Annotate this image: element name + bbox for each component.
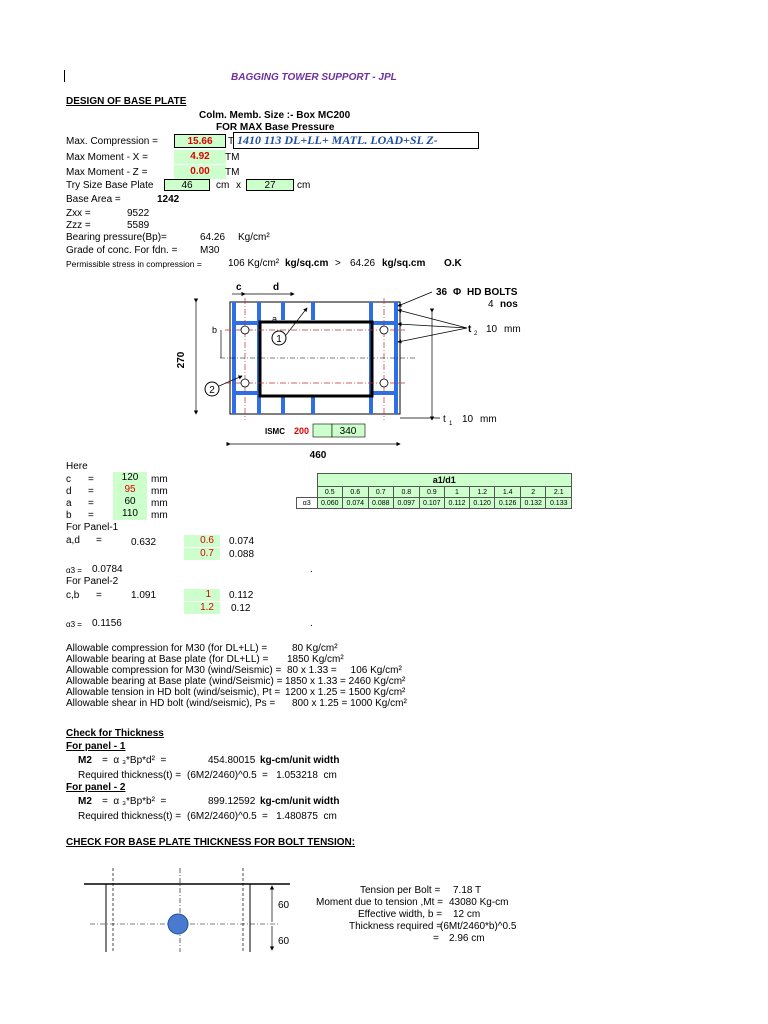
param-b-eq: = [88,510,94,521]
bolt-nos: nos [500,299,518,310]
panel-2-eq: = [96,590,102,601]
ismc-box [313,424,332,437]
zzz-value: 5589 [127,220,150,231]
panel-1-alpha-value: 0.0784 [92,564,123,575]
try-width-value[interactable]: 46 [164,179,210,191]
dim-b-label: b [212,325,218,335]
thickness-heading: Check for Thickness [66,728,164,739]
base-area-value: 1242 [157,194,180,205]
base-plate-diagram [170,280,530,465]
panel-2-r1-y: 0.112 [229,590,254,601]
moment-x-unit: TM [225,152,240,163]
param-d-value[interactable]: 95 [113,484,147,496]
param-b-value[interactable]: 110 [113,508,147,520]
max-compression-value[interactable]: 15.66 [174,134,226,148]
panel-2-r1-x[interactable]: 1 [184,589,220,601]
thickness-required-label: Thickness required = [349,921,443,932]
p1-moment-value: 454.80015 [208,755,256,766]
alpha-cell: 0.132 [520,498,546,509]
bolt-hole [380,379,388,387]
bearing-pressure-label: Bearing pressure(Bp)= [66,232,167,243]
p1-req-formula: (6M2/2460)^0.5 [187,770,257,781]
panel-2-thickness-heading: For panel - 2 [66,782,126,793]
param-a-eq: = [88,498,94,509]
bolt-tension-heading: CHECK FOR BASE PLATE THICKNESS FOR BOLT TENSION: [66,837,356,848]
dim-60-top: 60 [278,900,290,911]
bolt-hole [241,379,249,387]
thickness-result-eq: = [433,933,439,944]
thickness-result-value: 2.96 cm [449,933,485,944]
effective-width-label: Effective width, b = [358,909,443,920]
dim-270-label: 270 [176,351,187,369]
zxx-label: Zxx = [66,208,91,219]
dim-d-label: d [273,282,280,293]
panel-2-heading: For Panel-2 [66,576,119,587]
p1-req-value: = 1.053218 cm [262,770,337,781]
t1-unit: mm [480,414,497,425]
param-c-label: c [66,474,71,485]
permissible-gt: > [335,258,341,269]
thickness-required-formula: (6Mt/2460*b)^0.5 [440,921,517,932]
alpha-cell: 0.074 [343,498,369,509]
param-c-unit: mm [151,474,168,485]
bearing-pressure-value: 64.26 [200,232,226,243]
param-c-value[interactable]: 120 [113,472,147,484]
panel-1-number: 1 [276,334,282,345]
param-a-label: a [66,498,72,509]
zxx-value: 9522 [127,208,150,219]
allowable-label: Allowable bearing at Base plate (for DL+LL) = [66,654,269,665]
panel-2-alpha-label: α3 = [66,620,82,629]
p2-moment-unit: kg-cm/unit width [260,796,340,807]
permissible-unit: kg/sq.cm [285,258,329,269]
moment-x-value[interactable]: 4.92 [174,150,226,164]
ratio-cell: 1 [445,487,470,498]
param-b-unit: mm [151,510,168,521]
max-compression-unit: T [228,136,235,147]
cursor-caret [64,70,65,82]
bolt-moment-label: Moment due to tension ,Mt = [316,897,444,908]
permissible-ok: O.K [444,258,462,269]
ismc-label: ISMC [265,427,285,436]
try-length-unit: cm [297,180,311,191]
permissible-bp: 64.26 [350,258,376,269]
permissible-label: Permissible stress in compression = [66,259,202,269]
bolt-tension-value: 7.18 T [453,885,482,896]
permissible-unit2: kg/sq.cm [382,258,426,269]
alpha-cell: 0.133 [546,498,572,509]
try-size-label: Try Size Base Plate [66,180,154,191]
allowable-value: 80 x 1.33 = 106 Kg/cm² [287,665,402,676]
p2-formula: = α ₃*Bp*b² = [102,796,167,807]
try-x: x [236,180,241,191]
ratio-cell: 2 [520,487,546,498]
panel-1-alpha-label: α3 = [66,566,82,575]
base-area-label: Base Area = [66,194,121,205]
panel-2-number: 2 [209,385,215,396]
moment-z-unit: TM [225,167,240,178]
p2-m2: M2 [78,796,92,807]
allowable-label: Allowable compression for M30 (wind/Seismic) = [66,665,282,676]
hd-bolts-label: HD BOLTS [467,287,518,298]
allowable-label: Allowable bearing at Base plate (wind/Seismic) = [66,676,283,687]
t2-label: t [468,324,472,335]
try-width-unit: cm [216,180,230,191]
p1-moment-unit: kg-cm/unit width [260,755,340,766]
for-max-label: FOR MAX Base Pressure [216,122,335,133]
p1-formula: = α ₃*Bp*d² = [102,755,167,766]
permissible-value: 106 Kg/cm² [228,258,280,269]
alpha-cell: 0.060 [317,498,343,509]
alpha-table-header: a1/d1 [317,474,572,487]
t2-unit: mm [504,324,521,335]
alpha-row-label: α3 [297,498,318,509]
panel-1-r2-x[interactable]: 0.7 [184,548,220,560]
param-c-eq: = [88,474,94,485]
alpha-cell: 0.112 [445,498,470,509]
allowable-value: 800 x 1.25 = 1000 Kg/cm² [292,698,407,709]
ratio-cell: 1.2 [469,487,495,498]
panel-1-r2-y: 0.088 [229,549,255,560]
dim-c-label: c [236,282,242,293]
panel-1-dot: . [310,564,313,575]
phi-symbol: Φ [453,287,462,298]
allowable-value: 1850 x 1.33 = 2460 Kg/cm² [285,676,406,687]
panel-1-eq: = [96,535,102,546]
param-d-label: d [66,486,72,497]
ratio-cell: 0.7 [368,487,394,498]
max-compression-label: Max. Compression = [66,136,158,147]
column-member: Colm. Memb. Size :- Box MC200 [199,110,351,121]
allowable-label: Allowable tension in HD bolt (wind/seismic), Pt = [66,687,281,698]
t2-value: 10 [486,324,498,335]
bolt-tension-label: Tension per Bolt = [360,885,441,896]
allowable-value: 1850 Kg/cm² [287,654,344,665]
ismc-box-value: 340 [339,426,357,437]
zzz-label: Zzz = [66,220,91,231]
dim-460-label: 460 [309,450,327,461]
alpha-cell: 0.097 [394,498,420,509]
alpha-cell: 0.107 [419,498,445,509]
panel-2-cb-value: 1.091 [131,590,157,601]
alpha-cell: 0.120 [469,498,495,509]
bearing-pressure-unit: Kg/cm² [238,232,270,243]
ratio-cell: 0.9 [419,487,445,498]
bolt-moment-value: 43080 Kg-cm [449,897,509,908]
p1-req-label: Required thickness(t) = [78,770,182,781]
try-length-value[interactable]: 27 [246,179,294,191]
grade-label: Grade of conc. For fdn. = [66,245,178,256]
page-title: BAGGING TOWER SUPPORT - JPL [231,72,397,83]
param-a-unit: mm [151,498,168,509]
alpha-table [296,473,572,509]
param-d-eq: = [88,486,94,497]
param-b-label: b [66,510,72,521]
allowable-label: Allowable compression for M30 (for DL+LL) = [66,643,268,654]
allowable-label: Allowable shear in HD bolt (wind/seismic), Ps = [66,698,276,709]
panel-2-dot: . [310,618,313,629]
panel-1-heading: For Panel-1 [66,522,119,533]
ratio-cell: 0.5 [317,487,343,498]
load-case-note[interactable]: 1410 113 DL+LL+ MATL. LOAD+SL Z- [233,132,479,149]
bolt-tension-diagram [80,862,310,952]
t1-value: 10 [462,414,474,425]
dim-a-label: a [272,314,278,324]
ratio-cell: 0.8 [394,487,420,498]
panel-1-r1-y: 0.074 [229,536,255,547]
moment-x-label: Max Moment - X = [66,152,148,163]
allowable-value: 1200 x 1.25 = 1500 Kg/cm² [285,687,406,698]
bolt-hole [380,326,388,334]
p2-req-formula: (6M2/2460)^0.5 [187,811,257,822]
ratio-cell: 2.1 [546,487,572,498]
panel-1-ad-value: 0.632 [131,537,157,548]
panel-1-ad-label: a,d [66,535,80,546]
panel-1-r1-x[interactable]: 0.6 [184,535,220,547]
bolt-circle [168,914,188,934]
panel-2-r2-x[interactable]: 1.2 [184,602,220,614]
p2-req-label: Required thickness(t) = [78,811,182,822]
t1-subscript: 1 [449,421,453,427]
effective-width-value: 12 cm [453,909,481,920]
param-a-value[interactable]: 60 [113,496,147,508]
ratio-cell: 1.4 [495,487,521,498]
moment-z-value[interactable]: 0.00 [174,165,226,179]
p1-m2: M2 [78,755,92,766]
moment-z-label: Max Moment - Z = [66,167,148,178]
bolt-count: 4 [488,299,494,310]
ratio-cell: 0.6 [343,487,369,498]
panel-2-cb-label: c,b [66,590,80,601]
ismc-size: 200 [294,426,310,436]
panel-2-alpha-value: 0.1156 [92,618,122,629]
alpha-cell: 0.126 [495,498,521,509]
allowable-value: 80 Kg/cm² [292,643,338,654]
p2-moment-value: 899.12592 [208,796,256,807]
p2-req-value: = 1.480875 cm [262,811,337,822]
panel-1-thickness-heading: For panel - 1 [66,741,126,752]
panel-2-r2-y: 0.12 [231,603,251,614]
bolt-hole [241,326,249,334]
grade-value: M30 [200,245,220,256]
t2-subscript: 2 [474,331,478,337]
alpha-cell: 0.088 [368,498,394,509]
bolt-diameter: 36 [436,287,448,298]
here-label: Here [66,461,88,472]
dim-60-bottom: 60 [278,936,290,947]
t1-label: t [443,414,446,425]
section-heading: DESIGN OF BASE PLATE [66,96,187,107]
param-d-unit: mm [151,486,168,497]
